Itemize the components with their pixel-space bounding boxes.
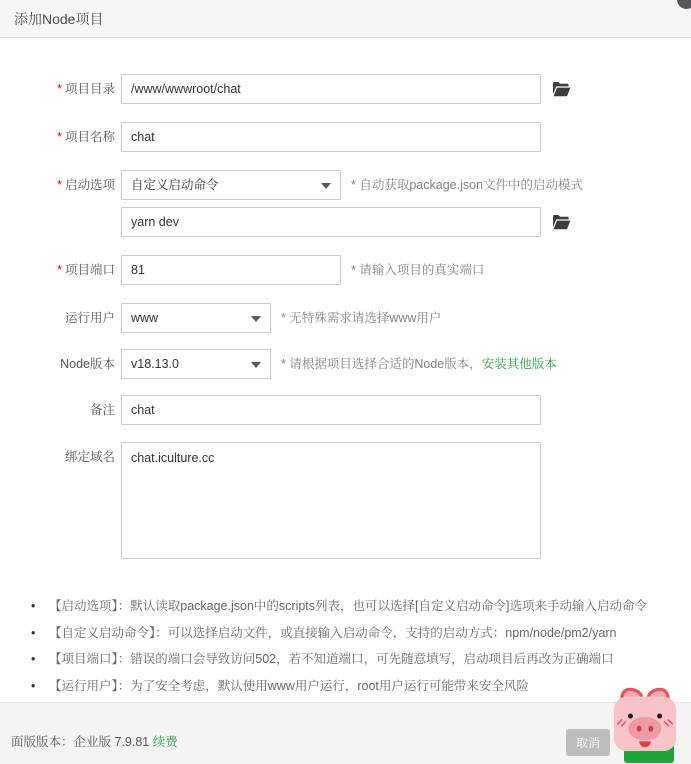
- start-option-note: * 自动获取package.json文件中的启动模式: [351, 178, 584, 192]
- start-option-label: * 启动选项: [57, 178, 115, 192]
- row-project-name: [0, 122, 691, 152]
- required-marker: *: [57, 82, 62, 96]
- form-area: [0, 38, 691, 699]
- row-start-option: [0, 170, 691, 200]
- domain-textarea[interactable]: [121, 442, 541, 559]
- folder-icon[interactable]: [552, 81, 571, 97]
- remark-label: 备注: [89, 403, 115, 417]
- required-marker: *: [57, 178, 62, 192]
- tip-item: • 【启动选项】：默认读取package.json中的scripts列表，也可以选择[自定义启动命令]选项来手动输入启动命令: [31, 593, 691, 620]
- project-port-label: * 项目端口: [57, 263, 115, 277]
- row-remark: [0, 395, 691, 425]
- run-user-selected: www: [131, 311, 159, 325]
- start-command-input[interactable]: [121, 207, 541, 237]
- project-dir-label: * 项目目录: [57, 82, 115, 96]
- domain-label: 绑定域名: [64, 450, 115, 464]
- chevron-down-icon: [321, 183, 331, 189]
- tips-list: [31, 593, 691, 699]
- row-node-version: [0, 349, 691, 379]
- pig-mascot[interactable]: [612, 684, 678, 752]
- run-user-note: * 无特殊需求请选择www用户: [281, 311, 442, 325]
- dialog-title: 添加Node项目: [0, 0, 691, 38]
- install-other-version-link[interactable]: 安装其他版本: [481, 357, 557, 371]
- tip-item: • 【运行用户】：为了安全考虑，默认使用www用户运行，root用户运行可能带来安全风险: [31, 673, 691, 700]
- node-version-select[interactable]: [121, 349, 271, 379]
- node-version-selected: v18.13.0: [131, 357, 179, 371]
- run-user-select[interactable]: [121, 303, 271, 333]
- node-version-label: Node版本: [60, 357, 115, 371]
- project-name-input[interactable]: [121, 122, 541, 152]
- project-dir-input[interactable]: [121, 74, 541, 104]
- row-start-command: [0, 207, 691, 237]
- start-option-select[interactable]: [121, 170, 341, 200]
- project-port-input[interactable]: [121, 255, 341, 285]
- panel-version: [11, 732, 178, 750]
- version-value: 企业版 7.9.81: [73, 735, 150, 749]
- row-run-user: [0, 303, 691, 333]
- tip-item: • 【自定义启动命令】：可以选择启动文件，或直接输入启动命令，支持的启动方式：npm/node/pm2/yarn: [31, 620, 691, 647]
- project-name-label: * 项目名称: [57, 130, 115, 144]
- cancel-button[interactable]: 取消: [566, 729, 610, 756]
- dialog-footer: [0, 702, 691, 764]
- tip-item: • 【项目端口】：错误的端口会导致访问502，若不知道端口，可先随意填写，启动项目后再改为正确端口: [31, 646, 691, 673]
- run-user-label: 运行用户: [64, 311, 115, 325]
- required-marker: *: [57, 130, 62, 144]
- row-project-port: [0, 255, 691, 285]
- start-option-selected: 自定义启动命令: [131, 178, 219, 192]
- chevron-down-icon: [251, 362, 261, 368]
- renew-link[interactable]: 续费: [152, 735, 178, 749]
- required-marker: *: [57, 263, 62, 277]
- version-label: 面版版本：: [11, 735, 74, 749]
- row-project-dir: [0, 74, 691, 104]
- node-version-note: * 请根据项目选择合适的Node版本，安装其他版本: [281, 357, 557, 371]
- row-domain: [0, 442, 691, 559]
- project-port-note: * 请输入项目的真实端口: [351, 263, 485, 277]
- remark-input[interactable]: [121, 395, 541, 425]
- chevron-down-icon: [251, 316, 261, 322]
- folder-icon[interactable]: [552, 214, 571, 230]
